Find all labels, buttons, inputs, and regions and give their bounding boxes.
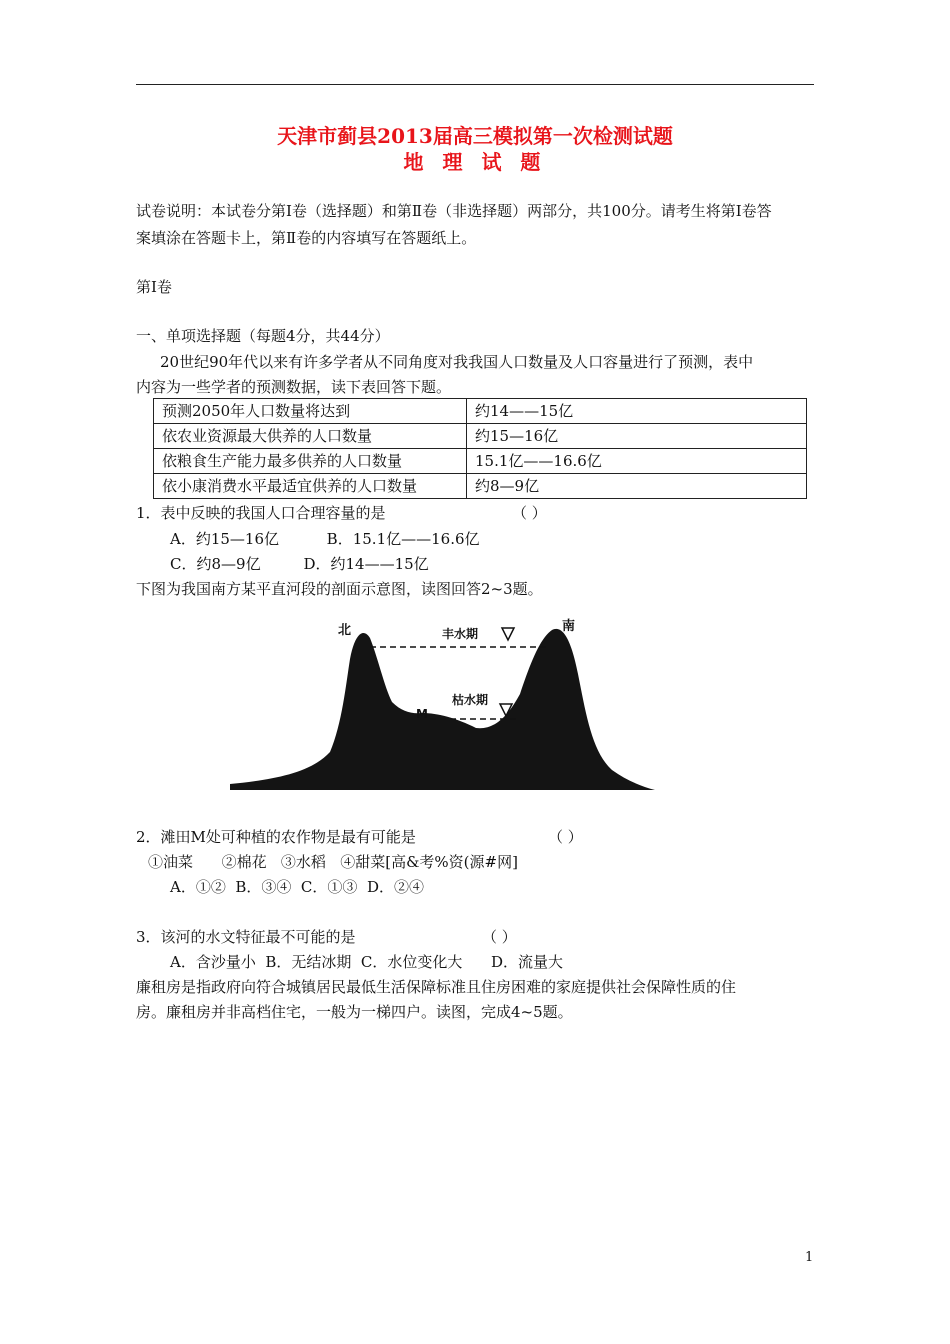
table-cell: 依小康消费水平最适宜供养的人口数量 xyxy=(154,474,467,499)
label-north: 北 xyxy=(338,623,352,638)
table-cell: 约14——15亿 xyxy=(467,399,807,424)
label-dry-season: 枯水期 xyxy=(452,693,489,707)
question-2-items: ①油菜 ②棉花 ③水稻 ④甜菜[高&考%资(源#网] xyxy=(148,853,518,871)
label-m: M xyxy=(416,707,428,721)
table-cell: 15.1亿——16.6亿 xyxy=(467,449,807,474)
table-cell: 预测2050年人口数量将达到 xyxy=(154,399,467,424)
river-cross-section-figure xyxy=(230,614,655,794)
label-south: 南 xyxy=(562,619,576,634)
table-row xyxy=(154,449,807,474)
page-number: 1 xyxy=(805,1250,814,1265)
population-prediction-table xyxy=(153,398,807,499)
intro-line-1: 试卷说明：本试卷分第Ⅰ卷（选择题）和第Ⅱ卷（非选择题）两部分，共100分。请考生将第Ⅰ卷答 xyxy=(136,202,772,220)
question-2-stem: 2．滩田M处可种植的农作物是最有可能是 xyxy=(136,828,416,846)
table-cell: 约15—16亿 xyxy=(467,424,807,449)
exam-subtitle: 地 理 试 题 xyxy=(403,150,547,174)
table-row xyxy=(154,424,807,449)
question-1-stem: 1．表中反映的我国人口合理容量的是 xyxy=(136,504,386,522)
question-3-answer-paren: （ ） xyxy=(482,928,517,946)
intro-line-2: 案填涂在答题卡上，第Ⅱ卷的内容填写在答题纸上。 xyxy=(136,229,477,247)
question-1-options-1: A．约15—16亿 B．15.1亿——16.6亿 xyxy=(170,530,480,548)
riverbank-terrain xyxy=(230,629,655,790)
exam-title: 天津市蓟县2013届高三模拟第一次检测试题 xyxy=(277,124,673,148)
passage1-line-1: 20世纪90年代以来有许多学者从不同角度对我我国人口数量及人口容量进行了预测，表中 xyxy=(160,353,754,371)
question-1-options-2: C．约8—9亿 D．约14——15亿 xyxy=(170,555,429,573)
label-flood-season: 丰水期 xyxy=(442,627,479,641)
question-2-options: A．①② B．③④ C．①③ D．②④ xyxy=(170,878,424,896)
table-cell: 依粮食生产能力最多供养的人口数量 xyxy=(154,449,467,474)
passage1-line-2: 内容为一些学者的预测数据，读下表回答下题。 xyxy=(136,378,452,396)
part-heading: 一、单项选择题（每题4分，共44分） xyxy=(136,327,390,345)
flood-level-marker-icon xyxy=(502,628,514,640)
table-row xyxy=(154,399,807,424)
table-cell: 约8—9亿 xyxy=(467,474,807,499)
passage-3-line-2: 房。廉租房并非高档住宅，一般为一梯四户。读图，完成4~5题。 xyxy=(136,1003,573,1021)
passage-2: 下图为我国南方某平直河段的剖面示意图，读图回答2~3题。 xyxy=(136,580,543,598)
question-3-stem: 3．该河的水文特征最不可能的是 xyxy=(136,928,356,946)
question-1-answer-paren: （ ） xyxy=(512,504,547,522)
passage-3-line-1: 廉租房是指政府向符合城镇居民最低生活保障标准且住房困难的家庭提供社会保障性质的住 xyxy=(136,978,737,996)
section-label: 第Ⅰ卷 xyxy=(136,278,172,296)
question-2-answer-paren: （ ） xyxy=(548,828,583,846)
table-cell: 依农业资源最大供养的人口数量 xyxy=(154,424,467,449)
table-row xyxy=(154,474,807,499)
question-3-options: A．含沙量小 B．无结冰期 C．水位变化大 D．流量大 xyxy=(170,953,564,971)
header-rule xyxy=(136,84,814,85)
